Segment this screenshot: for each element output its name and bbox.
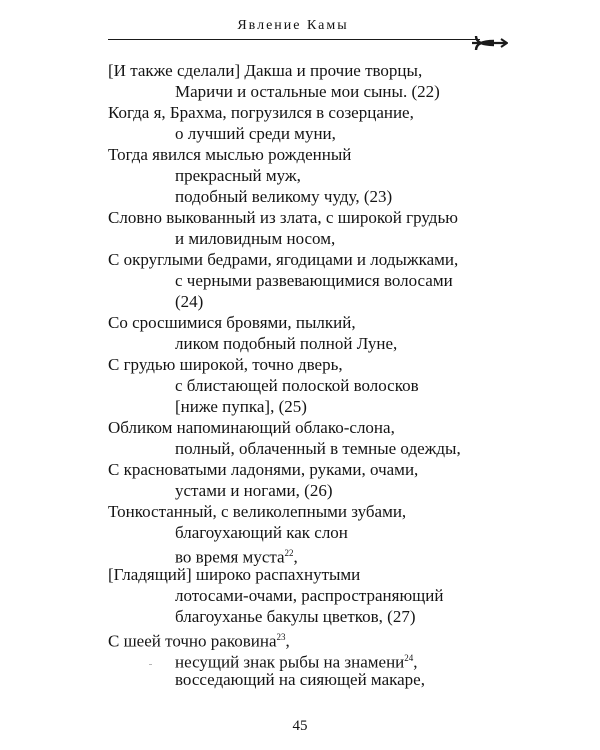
- verse-line-text: Со сросшимися бровями, пылкий,: [108, 313, 356, 332]
- verse-line-text: благоуханье бакулы цветков, (27): [175, 607, 416, 626]
- verse-text: [108, 60, 568, 690]
- verse-line: [108, 375, 568, 396]
- verse-line-text: С шеей точно раковина: [108, 631, 277, 651]
- running-header-title: Явление Камы: [237, 18, 349, 33]
- verse-line: [108, 291, 568, 312]
- verse-line-punctuation: ,: [285, 631, 290, 651]
- verse-line: [108, 585, 568, 606]
- verse-line: [108, 543, 568, 567]
- verse-line: [108, 417, 568, 438]
- verse-line-text: Обликом напоминающий облако-слона,: [108, 418, 395, 437]
- verse-line-text: Тонкостанный, с великолепными зубами,: [108, 502, 407, 521]
- verse-line: [108, 228, 568, 249]
- verse-line-text: (24): [175, 292, 204, 311]
- verse-line: [108, 459, 568, 480]
- footnote-marker: 24: [404, 653, 414, 663]
- footnote-marker: 22: [284, 548, 294, 558]
- verse-line: [108, 480, 568, 501]
- trident-icon: [472, 27, 508, 53]
- verse-line-text: Маричи и остальные мои сыны. (22): [175, 82, 440, 101]
- verse-line-text: несущий знак рыбы на знамени: [175, 652, 405, 672]
- page-number: 45: [292, 718, 308, 734]
- verse-line: [108, 207, 568, 228]
- verse-line-text: полный, облаченный в темные одежды,: [175, 439, 461, 458]
- verse-line: [108, 165, 568, 186]
- verse-line-text: благоухающий как слон: [175, 523, 348, 542]
- verse-line: [108, 249, 568, 270]
- verse-line-text: подобный великому чуду, (23): [175, 187, 393, 206]
- verse-line-text: устами и ногами, (26): [175, 481, 333, 500]
- verse-line-text: во время муста: [175, 547, 285, 567]
- verse-line: [108, 606, 568, 627]
- verse-line-punctuation: ,: [413, 652, 418, 672]
- verse-line-text: восседающий на сияющей макаре,: [175, 670, 425, 689]
- verse-line-text: Словно выкованный из злата, с широкой грудью: [108, 208, 458, 227]
- verse-line: [108, 144, 568, 165]
- verse-line-text: Когда я, Брахма, погрузился в созерцание,: [108, 103, 414, 122]
- verse-line-text: ликом подобный полной Луне,: [175, 334, 398, 353]
- verse-line: [108, 669, 568, 690]
- footnote-marker: 23: [276, 632, 286, 642]
- verse-line: [108, 81, 568, 102]
- verse-line: [108, 123, 568, 144]
- verse-line: [108, 270, 568, 291]
- verse-line: [108, 60, 568, 81]
- verse-line: [108, 186, 568, 207]
- verse-line: [108, 522, 568, 543]
- verse-line: [108, 501, 568, 522]
- verse-line-text: о лучший среди муни,: [175, 124, 336, 143]
- verse-line: [108, 648, 568, 672]
- verse-line-text: [ниже пупка], (25): [175, 397, 307, 416]
- verse-line-text: прекрасный муж,: [175, 166, 301, 185]
- verse-line-text: Тогда явился мыслью рожденный: [108, 145, 352, 164]
- verse-line: [108, 354, 568, 375]
- verse-line-text: С округлыми бедрами, ягодицами и лодыжками,: [108, 250, 459, 269]
- header-rule: [108, 39, 480, 40]
- print-speck: [149, 664, 152, 665]
- verse-line: [108, 102, 568, 123]
- verse-line-text: лотосами-очами, распространяющий: [175, 586, 444, 605]
- verse-line: [108, 333, 568, 354]
- verse-line: [108, 312, 568, 333]
- verse-line: [108, 627, 568, 651]
- verse-line-text: с черными развевающимися волосами: [175, 271, 453, 290]
- running-header: [108, 17, 508, 53]
- verse-line: [108, 564, 568, 585]
- verse-line-text: с блистающей полоской волосков: [175, 376, 419, 395]
- verse-line-text: С красноватыми ладонями, руками, очами,: [108, 460, 419, 479]
- verse-line-text: [Гладящий] широко распахнутыми: [108, 565, 361, 584]
- verse-line-text: [И также сделали] Дакша и прочие творцы,: [108, 61, 423, 80]
- verse-line-text: и миловидным носом,: [175, 229, 336, 248]
- verse-line: [108, 396, 568, 417]
- verse-line: [108, 438, 568, 459]
- verse-line-text: С грудью широкой, точно дверь,: [108, 355, 343, 374]
- verse-line-punctuation: ,: [293, 547, 298, 567]
